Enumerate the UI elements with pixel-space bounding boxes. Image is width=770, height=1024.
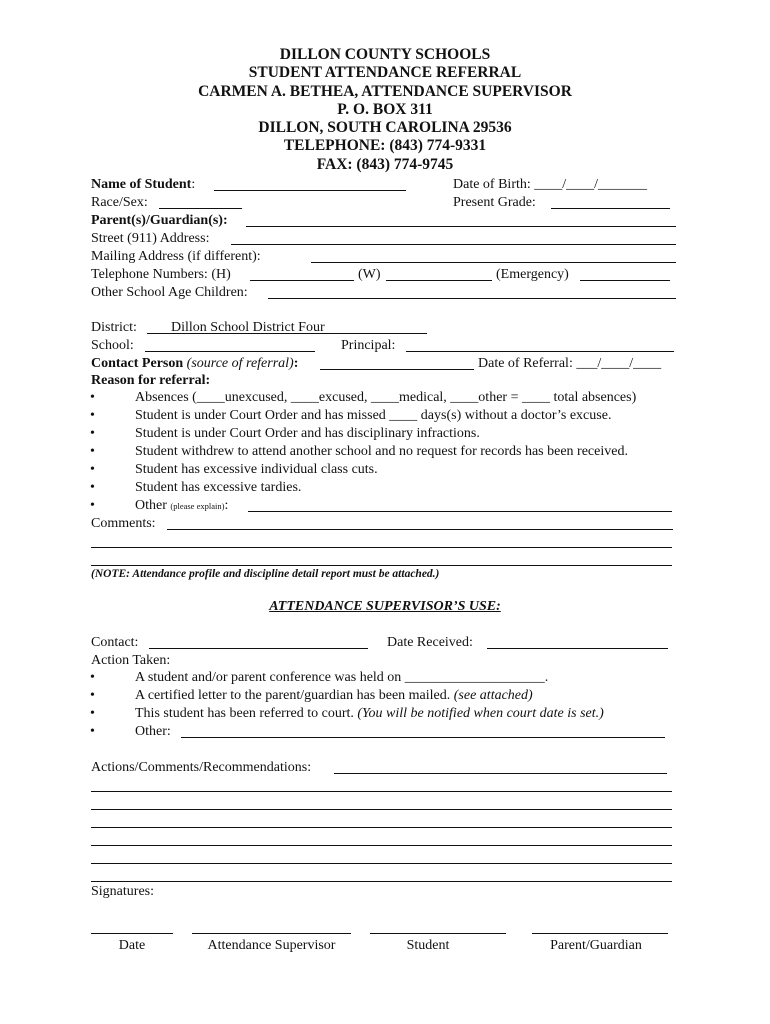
grade-label: Present Grade: xyxy=(453,195,536,210)
recommendations-field[interactable] xyxy=(334,773,667,774)
reason-other: Other (please explain): xyxy=(135,498,229,513)
header-city: DILLON, SOUTH CAROLINA 29536 xyxy=(258,119,512,137)
action-certified-letter[interactable]: A certified letter to the parent/guardian has been mailed. (see attached) xyxy=(135,688,533,703)
parent-guardian-field[interactable] xyxy=(246,226,676,227)
bullet: • xyxy=(90,724,95,739)
date-received-field[interactable] xyxy=(487,648,668,649)
recommendations-line[interactable] xyxy=(91,791,672,792)
other-children-label: Other School Age Children: xyxy=(91,285,248,300)
dob-row xyxy=(453,176,647,194)
date-received-label: Date Received: xyxy=(387,635,473,650)
signature-date-line[interactable] xyxy=(91,933,173,934)
reason-other-label: Other xyxy=(135,498,167,513)
street-address-field[interactable] xyxy=(231,244,676,245)
district-value: Dillon School District Four xyxy=(171,320,325,335)
action-taken-label: Action Taken: xyxy=(91,653,171,668)
contact-person-row: Contact Person (source of referral): xyxy=(91,356,299,371)
signature-supervisor-line[interactable] xyxy=(192,933,351,934)
telephone-work-label: (W) xyxy=(358,267,381,282)
student-name-row: Name of Student: xyxy=(91,177,196,192)
referral-date-label: Date of Referral: xyxy=(478,356,573,371)
signature-parent-label: Parent/Guardian xyxy=(550,938,642,953)
action-conference[interactable]: A student and/or parent conference was held on ____________________. xyxy=(135,670,549,685)
form-header xyxy=(0,46,770,174)
reason-absences[interactable]: Absences (____unexcused, ____excused, ____medical, ____other = ____ total absences) xyxy=(135,390,637,405)
reason-court-order-missed[interactable]: Student is under Court Order and has missed ____ days(s) without a doctor’s excuse. xyxy=(135,408,612,423)
dob-label: Date of Birth: xyxy=(453,177,531,192)
mailing-address-field[interactable] xyxy=(311,262,676,263)
reason-other-field[interactable] xyxy=(248,511,672,512)
telephone-home-field[interactable] xyxy=(250,280,354,281)
contact-person-field[interactable] xyxy=(320,369,474,370)
reason-other-hint: (please explain) xyxy=(170,501,225,511)
comments-line[interactable] xyxy=(91,565,672,566)
action-court-referral[interactable]: This student has been referred to court. (You will be notified when court date is set.) xyxy=(135,706,604,721)
contact-person-label: Contact Person xyxy=(91,356,184,371)
bullet: • xyxy=(90,706,95,721)
street-address-label: Street (911) Address: xyxy=(91,231,210,246)
attachment-note: (NOTE: Attendance profile and discipline detail report must be attached.) xyxy=(91,568,440,580)
dob-field[interactable]: ____/____/_______ xyxy=(534,177,648,192)
recommendations-line[interactable] xyxy=(91,845,672,846)
contact-person-source: (source of referral) xyxy=(186,356,294,371)
supervisor-contact-label: Contact: xyxy=(91,635,139,650)
supervisor-section-title: ATTENDANCE SUPERVISOR’S USE: xyxy=(269,599,501,614)
school-field[interactable] xyxy=(145,351,315,352)
recommendations-line[interactable] xyxy=(91,881,672,882)
reason-withdrew[interactable]: Student withdrew to attend another school and no request for records has been received. xyxy=(135,444,628,459)
reason-tardies[interactable]: Student has excessive tardies. xyxy=(135,480,302,495)
comments-line[interactable] xyxy=(91,547,672,548)
bullet: • xyxy=(90,498,95,513)
header-po-box: P. O. BOX 311 xyxy=(337,100,433,118)
header-form-title: STUDENT ATTENDANCE REFERRAL xyxy=(248,64,522,82)
signature-student-line[interactable] xyxy=(370,933,506,934)
bullet: • xyxy=(90,426,95,441)
bullet: • xyxy=(90,444,95,459)
signature-date-label: Date xyxy=(118,938,146,953)
signature-supervisor-label: Attendance Supervisor xyxy=(207,938,336,953)
action-other-field[interactable] xyxy=(181,737,665,738)
action-other-label: Other: xyxy=(135,724,171,739)
comments-field[interactable] xyxy=(167,529,673,530)
header-telephone: TELEPHONE: (843) 774-9331 xyxy=(283,137,487,155)
signatures-label: Signatures: xyxy=(91,884,154,899)
recommendations-line[interactable] xyxy=(91,827,672,828)
header-supervisor: CARMEN A. BETHEA, ATTENDANCE SUPERVISOR xyxy=(198,82,572,100)
reason-court-order-discipline[interactable]: Student is under Court Order and has disciplinary infractions. xyxy=(135,426,480,441)
bullet: • xyxy=(90,480,95,495)
mailing-address-label: Mailing Address (if different): xyxy=(91,249,261,264)
school-label: School: xyxy=(91,338,134,353)
race-sex-label: Race/Sex: xyxy=(91,195,148,210)
race-sex-field[interactable] xyxy=(159,208,242,209)
telephone-emergency-field[interactable] xyxy=(580,280,670,281)
telephone-emergency-label: (Emergency) xyxy=(496,267,569,282)
reason-class-cuts[interactable]: Student has excessive individual class cuts. xyxy=(135,462,378,477)
principal-label: Principal: xyxy=(341,338,396,353)
bullet: • xyxy=(90,462,95,477)
other-children-field[interactable] xyxy=(268,298,676,299)
student-name-label: Name of Student xyxy=(91,177,192,192)
recommendations-line[interactable] xyxy=(91,863,672,864)
principal-field[interactable] xyxy=(406,351,674,352)
grade-field[interactable] xyxy=(551,208,670,209)
referral-date-field[interactable]: ___/____/____ xyxy=(576,356,662,371)
header-district: DILLON COUNTY SCHOOLS xyxy=(279,46,491,63)
student-name-field[interactable] xyxy=(214,190,406,191)
referral-date-row xyxy=(478,355,661,373)
recommendations-label: Actions/Comments/Recommendations: xyxy=(91,760,312,775)
telephone-work-field[interactable] xyxy=(386,280,492,281)
supervisor-contact-field[interactable] xyxy=(149,648,368,649)
parent-guardian-label: Parent(s)/Guardian(s): xyxy=(91,213,228,228)
telephone-home-label: Telephone Numbers: (H) xyxy=(91,267,231,282)
comments-label: Comments: xyxy=(91,516,156,531)
bullet: • xyxy=(90,408,95,423)
bullet: • xyxy=(90,688,95,703)
signature-student-label: Student xyxy=(406,938,450,953)
bullet: • xyxy=(90,390,95,405)
reason-label: Reason for referral: xyxy=(91,373,211,388)
recommendations-line[interactable] xyxy=(91,809,672,810)
district-label: District: xyxy=(91,320,137,335)
signature-parent-line[interactable] xyxy=(532,933,668,934)
header-fax: FAX: (843) 774-9745 xyxy=(316,155,454,173)
bullet: • xyxy=(90,670,95,685)
